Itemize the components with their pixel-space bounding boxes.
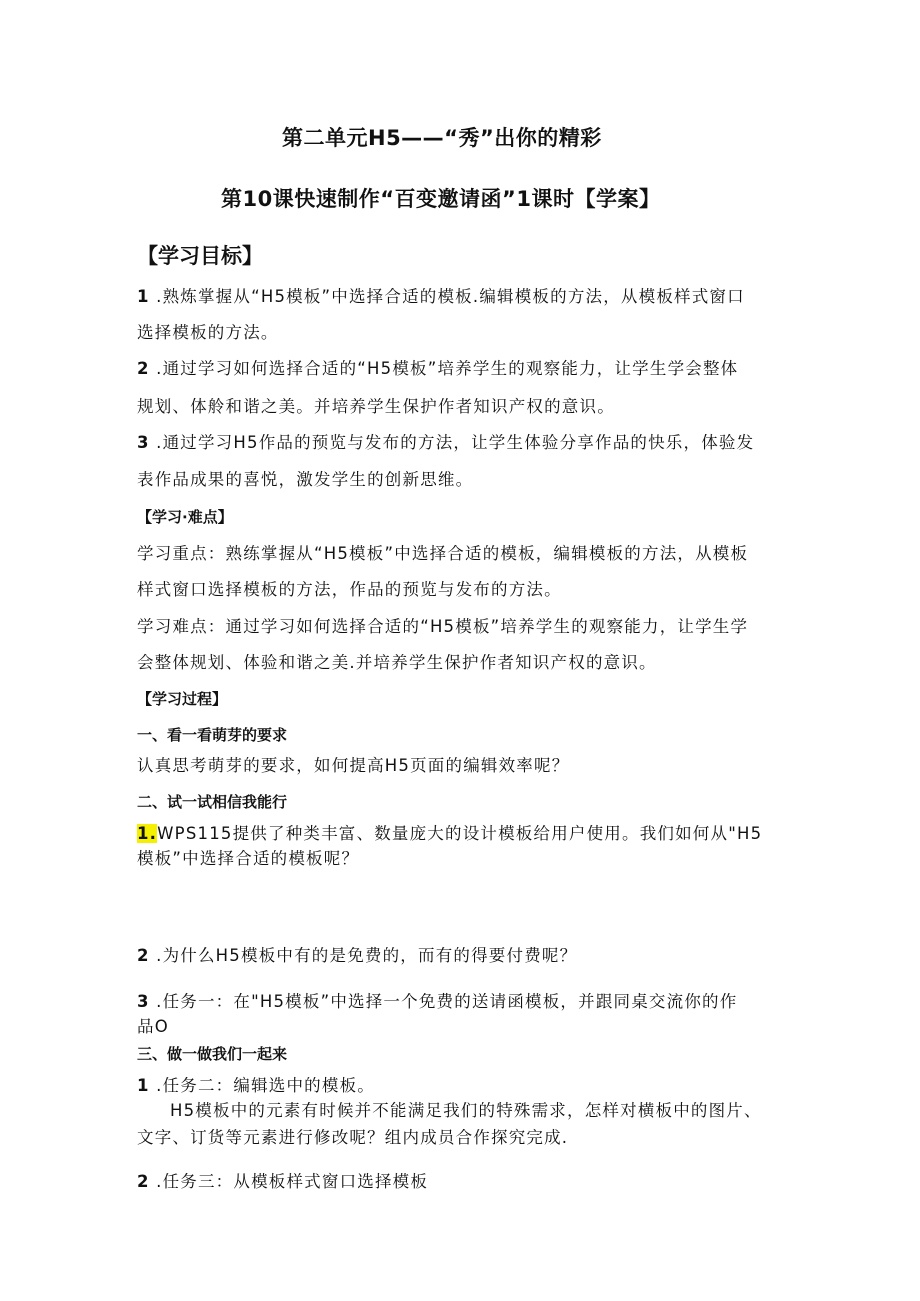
section3-task1-text: .任务二：编辑选中的模板。 [156,1076,375,1095]
keypoints-heading: 【学习∙难点】 [137,508,233,526]
section3-heading: 三、做一做我们一起来 [137,1045,288,1063]
section3-task2-num: 2 [137,1172,150,1191]
objective-1-text: .熟炼掌握从“H5模板”中选择合适的模板.编辑模板的方法，从模板样式窗口 [156,287,745,306]
section2-q3-line1 [137,988,737,1012]
section2-q2-text: .为什么H5模板中有的是免费的，而有的得要付费呢？ [156,946,578,965]
section2-q3-line2: 品O [137,1017,169,1036]
section2-q1-line2: 模板”中选择合适的模板呢？ [137,849,360,868]
objective-2-text: .通过学习如何选择合适的“H5模板”培养学生的观察能力，让学生学会整体 [156,359,739,378]
section2-q2-num: 2 [137,946,150,965]
section2-q3-text: .任务一：在"H5模板”中选择一个免费的送请函模板，并跟同桌交流你的作 [156,992,738,1011]
objective-2-num: 2 [137,359,150,378]
objective-2-line1 [137,355,738,379]
unit-title: 第二单元H5——“秀”出你的精彩 [282,126,602,150]
section3-task1-para-line1: H5模板中的元素有时候并不能满足我们的特殊需求，怎样对横板中的图片、 [170,1101,762,1120]
objective-3-text: .通过学习H5作品的预览与发布的方法，让学生体验分享作品的快乐，体验发 [156,433,755,452]
section2-heading: 二、试一试相信我能行 [137,793,288,811]
section3-task1 [137,1072,375,1096]
lesson-title: 第10课快速制作“百变邀请函”1课时【学案】 [221,187,661,211]
objective-2-line2: 规划、体舲和谐之美。并培养学生保护作者知识产权的意识。 [137,397,615,416]
section1-text: 认真思考萌芽的要求，如何提高H5页面的编辑效率呢？ [137,756,570,775]
objectives-heading: 【学习目标】 [137,244,263,268]
difficult-line2: 会整体规划、体验和谐之美.并培养学生保护作者知识产权的意识。 [137,653,657,672]
section2-q1-line1 [137,820,762,844]
objective-1-num: 1 [137,287,150,306]
difficult-line1: 学习难点：通过学习如何选择合适的“H5模板”培养学生的观察能力，让学生学 [137,617,749,636]
objective-1-line2: 选择模板的方法。 [137,323,279,342]
process-heading: 【学习过程】 [137,690,228,708]
section3-task1-num: 1 [137,1076,150,1095]
section2-q3-num: 3 [137,992,150,1011]
objective-3-line1 [137,429,754,453]
objective-3-num: 3 [137,433,150,452]
highlighted-number: 1. [137,824,158,843]
section3-task1-para-line2: 文字、订货等元素进行修改呢？组内成员合作探究完成. [137,1128,569,1147]
section3-task2 [137,1168,428,1192]
section3-task2-text: .任务三：从模板样式窗口选择模板 [156,1172,429,1191]
focus-line2: 样式窗口选择模板的方法，作品的预览与发布的方法。 [137,580,562,599]
section1-heading: 一、看一看萌芽的要求 [137,726,288,744]
objective-1-line1 [137,283,745,307]
objective-3-line2: 表作品成果的喜悦，激发学生的创新思维。 [137,470,474,489]
focus-line1: 学习重点：熟练掌握从“H5模板”中选择合适的模板，编辑模板的方法，从模板 [137,544,749,563]
section2-q1-text: WPS115提供了种类丰富、数量庞大的设计模板给用户使用。我们如何从"H5 [157,824,763,843]
section2-q2 [137,942,577,966]
